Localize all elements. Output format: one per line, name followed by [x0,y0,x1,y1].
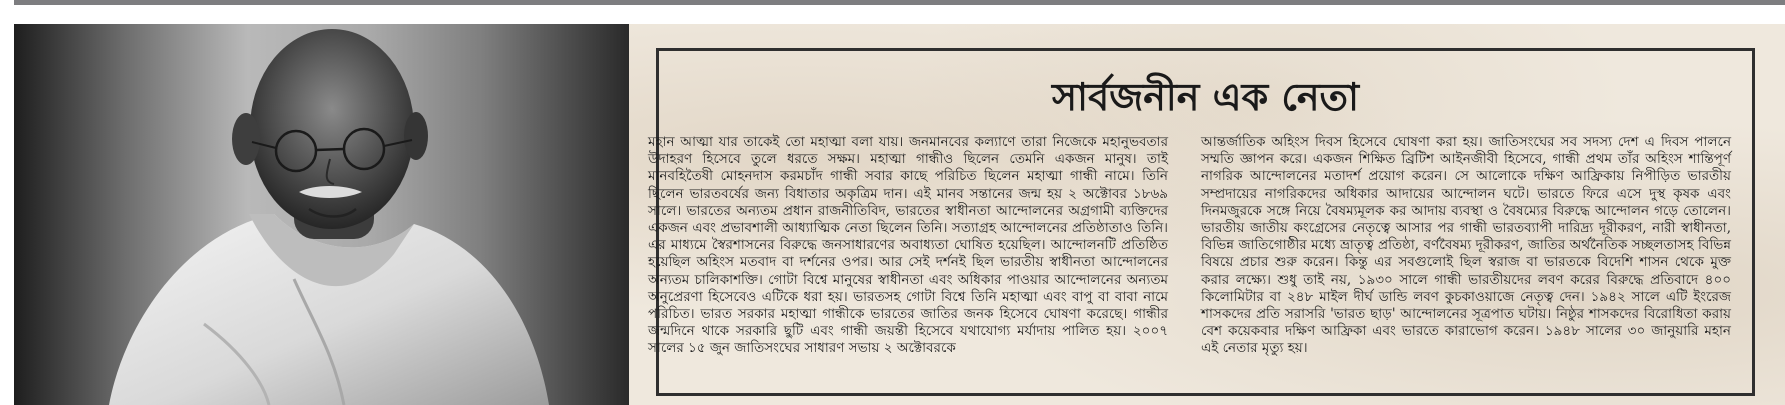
top-divider-rule [14,0,1785,5]
article-headline: সার্বজনীন এক নেতা [1051,74,1360,119]
article-column-right: আন্তর্জাতিক অহিংস দিবস হিসেবে ঘোষণা করা হয়। জাতিসংঘের সব সদস্য দেশ এ দিবস পালনে সম্মতি জ্ঞাপন করে। একজন শিক্ষিত ব্রিটিশ আইনজীবী হিসেবে, গান্ধী প্রথম তাঁর অহিংস শান্তিপূর্ণ নাগরিক আন্দোলনের মতাদর্শ প্রয়োগ করেন। সে আলোকে দক্ষিণ আফ্রিকায় নিপীড়িত ভারতীয় সম্প্রদায়ের নাগরিকদের অধিকার আদায়ের আন্দোলন ঘটে। ভারতে ফিরে এসে দুস্থ কৃষক এবং দিনমজুরকে সঙ্গে নিয়ে বৈষম্যমূলক কর আদায় ব্যবস্থা ও বৈষম্যের বিরুদ্ধে আন্দোলন গড়ে তোলেন। ভারতীয় জাতীয় কংগ্রেসের নেতৃত্বে আসার পর গান্ধী ভারতব্যাপী দারিদ্র্য দূরীকরণ, নারী স্বাধীনতা, বিভিন্ন জাতিগোষ্ঠীর মধ্যে ভ্রাতৃত্ব প্রতিষ্ঠা, বর্ণবৈষম্য দূরীকরণ, জাতির অর্থনৈতিক সচ্ছলতাসহ বিভিন্ন বিষয়ে প্রচার শুরু করেন। কিন্তু এর সবগুলোই ছিল স্বরাজ বা ভারতকে বিদেশি শাসন থেকে মুক্ত করার লক্ষ্যে। শুধু তাই নয়, ১৯৩০ সালে গান্ধী ভারতীয়দের লবণ করের বিরুদ্ধে প্রতিবাদে ৪০০ কিলোমিটার বা ২৪৮ মাইল দীর্ঘ ডান্ডি লবণ কুচকাওয়াজে নেতৃত্ব দেন। ১৯৪২ সালে এটি ইংরেজ শাসকদের প্রতি সরাসরি 'ভারত ছাড়' আন্দোলনের সূত্রপাত ঘটায়। নিষ্ঠুর শাসকদের বিরোধিতা করায় বেশ কয়েকবার দক্ষিণ আফ্রিকা এবং ভারতে কারাভোগ করেন। ১৯৪৮ সালের ৩০ জানুয়ারি মহান এই নেতার মৃত্যু হয়। [1201,134,1731,357]
article-column-left: মহান আত্মা যার তাকেই তো মহাত্মা বলা যায়। জনমানবের কল্যাণে তারা নিজেকে মহানুভবতার উদাহরণ হিসেবে তুলে ধরতে সক্ষম। মহাত্মা গান্ধীও ছিলেন তেমনি একজন মানুষ। তাই মানবহিতৈষী মোহনদাস করমচাঁদ গান্ধী সবার কাছে পরিচিত ছিলেন মহাত্মা গান্ধী নামে। তিনি ছিলেন ভারতবর্ষের জন্য বিধাতার অকৃত্রিম দান। এই মানব সন্তানের জন্ম হয় ২ অক্টোবর ১৮৬৯ সালে। ভারতের অন্যতম প্রধান রাজনীতিবিদ, ভারতের স্বাধীনতা আন্দোলনের অগ্রগামী ব্যক্তিদের একজন এবং প্রভাবশালী আধ্যাত্মিক নেতা ছিলেন তিনি। সত্যাগ্রহ আন্দোলনের প্রতিষ্ঠাতাও তিনি। এর মাধ্যমে স্বৈরশাসনের বিরুদ্ধে জনসাধারণের অবাধ্যতা ঘোষিত হয়েছিল। আন্দোলনটি প্রতিষ্ঠিত হয়েছিল অহিংস মতবাদ বা দর্শনের ওপর। আর সেই দর্শনই ছিল ভারতীয় স্বাধীনতা আন্দোলনের অন্যতম চালিকাশক্তি। গোটা বিশ্বে মানুষের স্বাধীনতা এবং অধিকার পাওয়ার আন্দোলনের অন্যতম অনুপ্রেরণা হিসেবেও এটিকে ধরা হয়। ভারতসহ গোটা বিশ্বে তিনি মহাত্মা এবং বাপু বা বাবা নামে পরিচিত। ভারত সরকার মহাত্মা গান্ধীকে ভারতের জাতির জনক হিসেবে ঘোষণা করেছে। গান্ধীর জন্মদিনে থাকে সরকারি ছুটি এবং গান্ধী জয়ন্তী হিসেবে যথাযোগ্য মর্যাদায় পালিত হয়। ২০০৭ সালের ১৫ জুন জাতিসংঘের সাধারণ সভায় ২ অক্টোবরকে [648,134,1168,357]
portrait-photo [14,24,629,405]
portrait-illustration [14,24,629,405]
